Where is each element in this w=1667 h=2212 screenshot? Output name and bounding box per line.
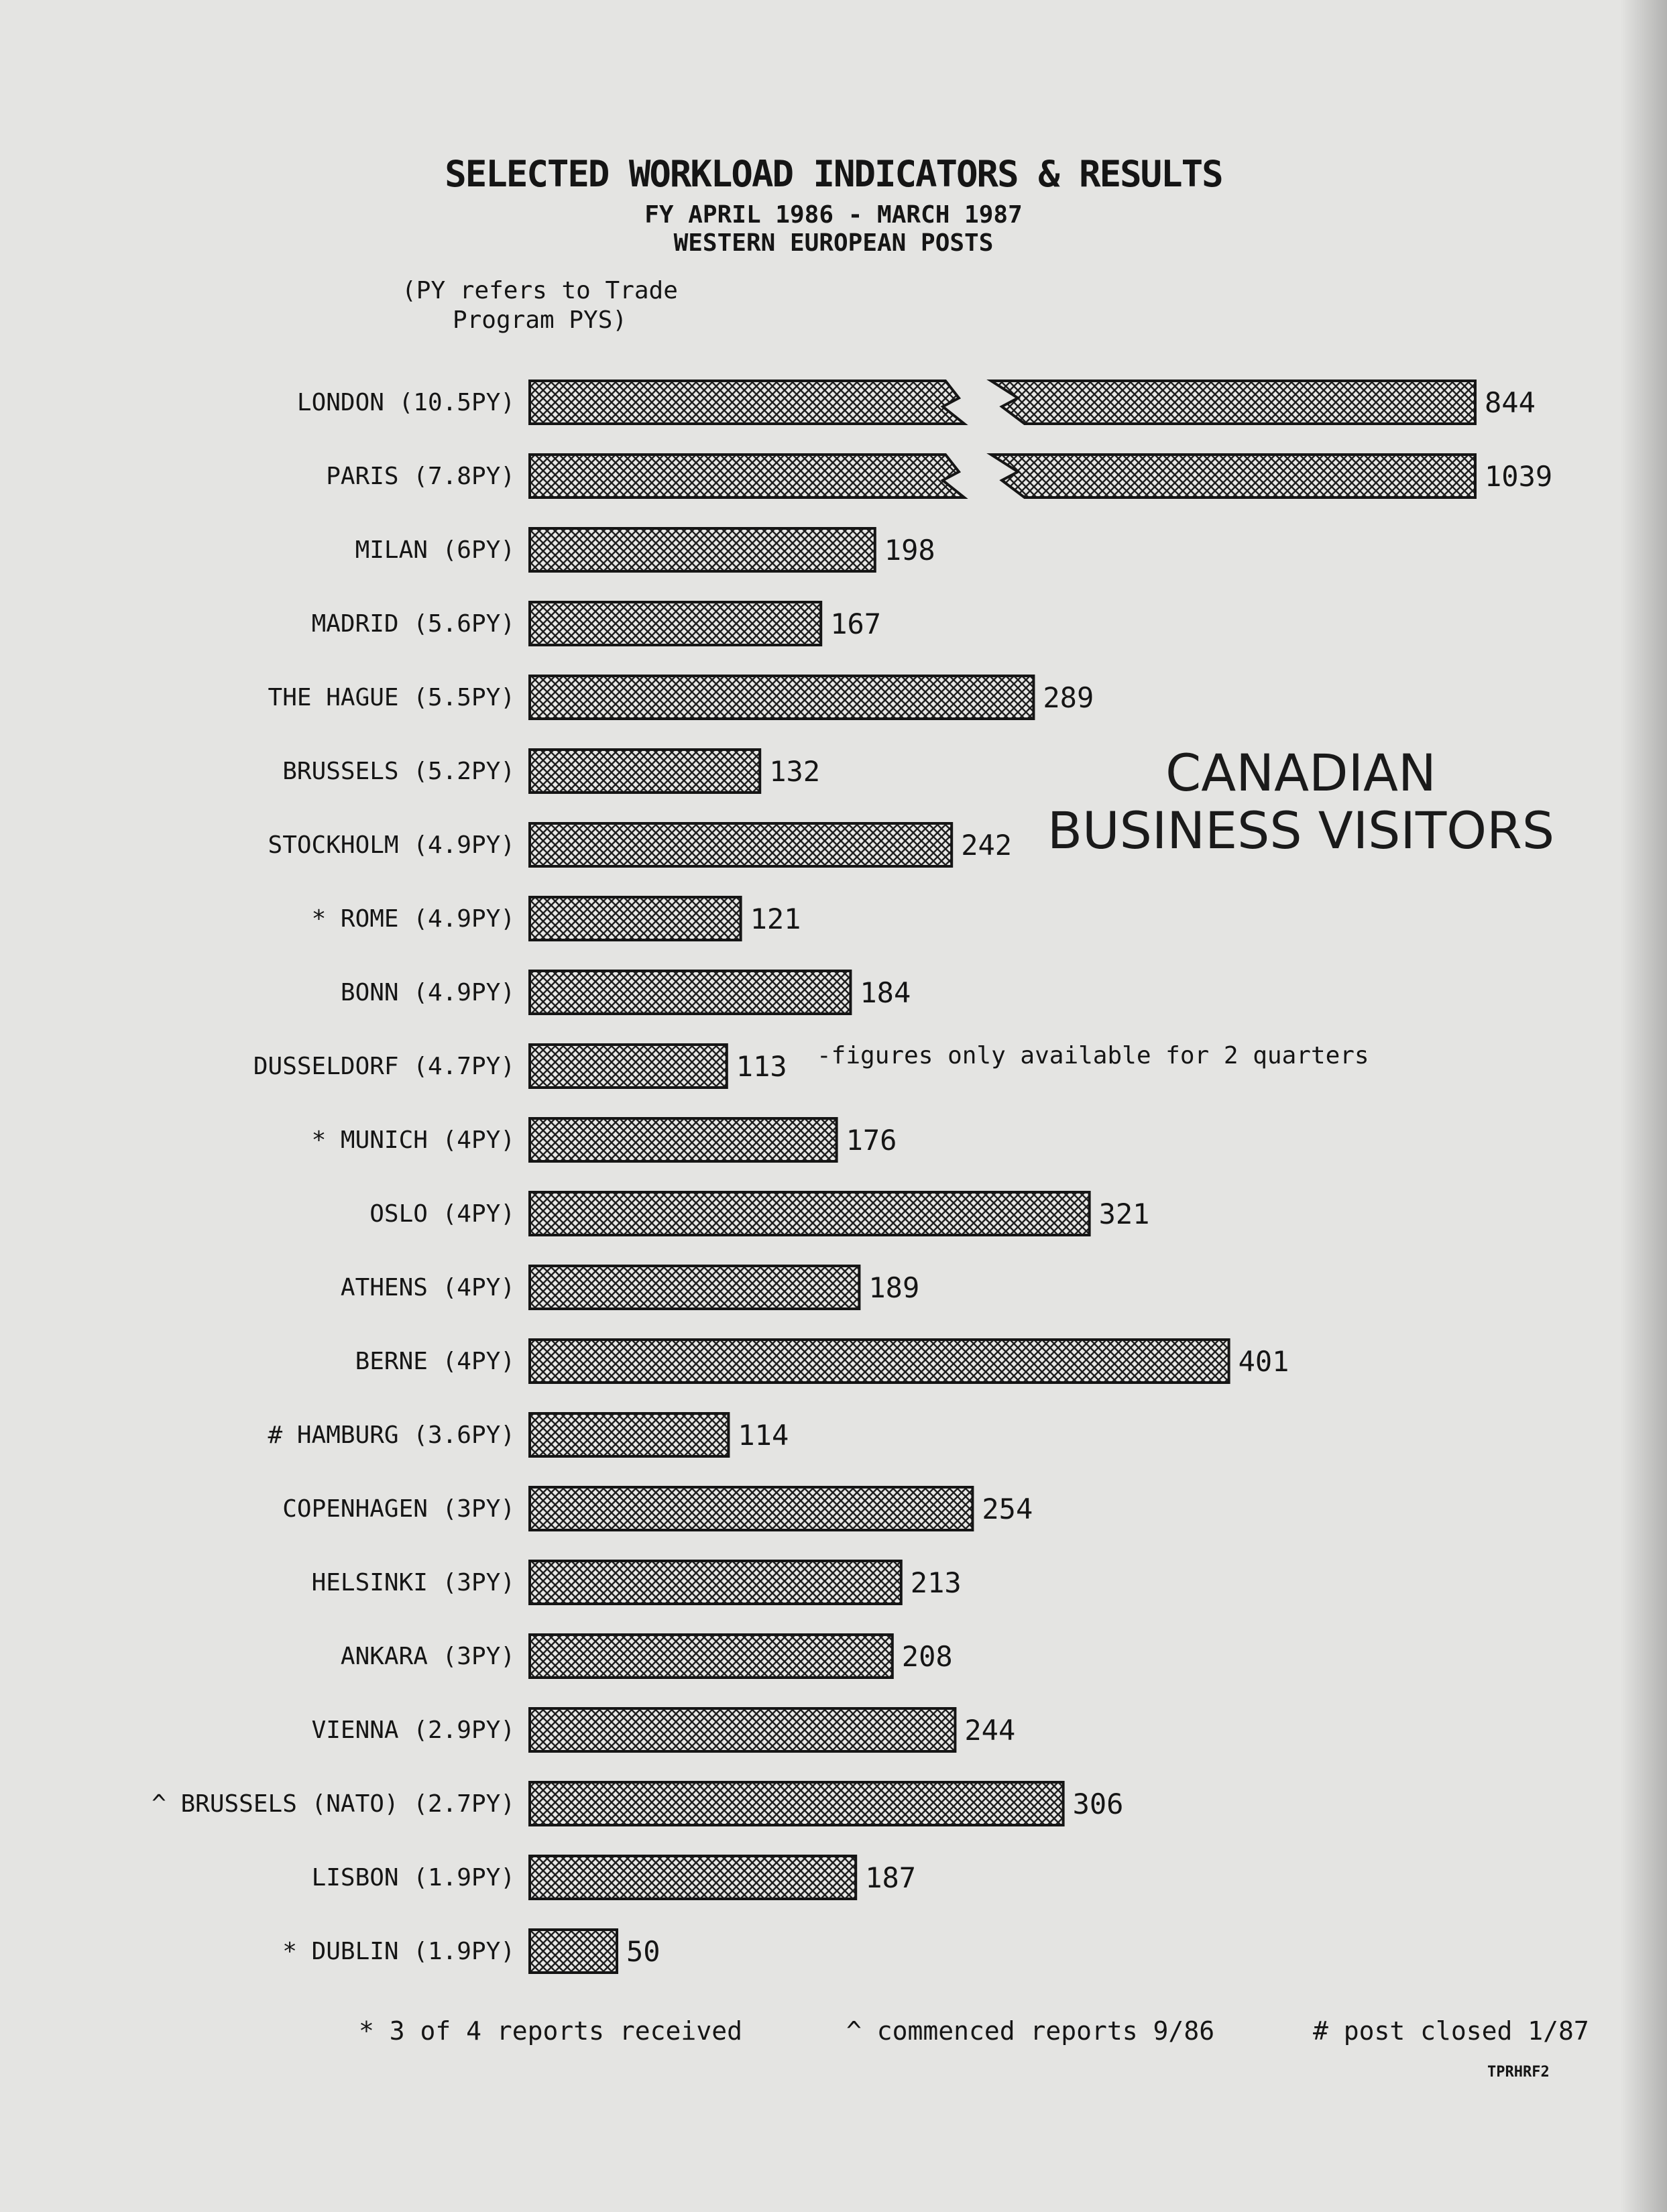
category-label: ANKARA (3PY) <box>340 1643 515 1670</box>
bar-segment <box>530 455 964 498</box>
category-label: COPENHAGEN (3PY) <box>282 1495 515 1523</box>
value-label: 306 <box>1072 1788 1124 1820</box>
footnote-star: * 3 of 4 reports received <box>359 2016 742 2046</box>
value-label: 113 <box>736 1050 787 1083</box>
reference-code: TPRHRF2 <box>1487 2064 1550 2081</box>
bar <box>530 528 875 571</box>
value-label: 198 <box>884 534 935 567</box>
bar <box>530 1856 856 1899</box>
value-label: 121 <box>750 903 801 935</box>
value-label: 213 <box>910 1566 962 1599</box>
category-label: HELSINKI (3PY) <box>311 1569 515 1596</box>
bar <box>530 1635 893 1678</box>
footnote-hash: # post closed 1/87 <box>1313 2016 1589 2046</box>
value-label: 167 <box>830 607 882 640</box>
value-label: 189 <box>868 1271 920 1304</box>
bar-segment <box>991 455 1475 498</box>
bar <box>530 1413 728 1456</box>
value-label: 132 <box>769 755 821 788</box>
value-label: 401 <box>1238 1345 1289 1378</box>
category-label: ATHENS (4PY) <box>340 1274 515 1301</box>
bar <box>530 1118 837 1161</box>
category-label: # HAMBURG (3.6PY) <box>268 1421 515 1449</box>
bar <box>530 823 952 866</box>
category-label: LONDON (10.5PY) <box>296 389 515 416</box>
value-label: 184 <box>860 976 911 1009</box>
value-label: 187 <box>865 1861 917 1894</box>
category-label: THE HAGUE (5.5PY) <box>268 684 515 711</box>
bar <box>530 1045 727 1088</box>
category-label: MILAN (6PY) <box>355 536 515 564</box>
category-label: BERNE (4PY) <box>355 1348 515 1375</box>
value-label: 1039 <box>1485 460 1553 493</box>
category-label: * MUNICH (4PY) <box>311 1126 515 1154</box>
footnote-caret: ^ commenced reports 9/86 <box>846 2016 1215 2046</box>
series-label: CANADIAN BUSINESS VISITORS <box>1047 743 1555 860</box>
bar-segment <box>991 381 1475 424</box>
category-label: LISBON (1.9PY) <box>311 1864 515 1891</box>
bar <box>530 1782 1064 1825</box>
value-label: 176 <box>846 1124 897 1157</box>
bar <box>530 1266 859 1309</box>
bar <box>530 676 1033 719</box>
value-label: 844 <box>1485 386 1536 419</box>
bar <box>530 1340 1229 1383</box>
value-label: 321 <box>1098 1198 1150 1230</box>
bar <box>530 602 821 645</box>
bar <box>530 1192 1090 1235</box>
bar <box>530 971 850 1014</box>
bar <box>530 750 760 793</box>
chart-subtitle-region: WESTERN EUROPEAN POSTS <box>673 229 994 257</box>
chart-title: SELECTED WORKLOAD INDICATORS & RESULTS <box>445 153 1222 195</box>
category-label: PARIS (7.8PY) <box>326 463 515 490</box>
bar <box>530 1487 972 1530</box>
chart-subtitle: FY APRIL 1986 - MARCH 1987 <box>644 201 1023 229</box>
value-label: 242 <box>961 829 1013 862</box>
category-label: OSLO (4PY) <box>369 1200 515 1228</box>
category-label: STOCKHOLM (4.9PY) <box>268 831 515 859</box>
category-label: DUSSELDORF (4.7PY) <box>253 1053 515 1080</box>
bars-layer <box>152 381 1552 1973</box>
value-label: 244 <box>964 1714 1016 1747</box>
value-label: 50 <box>626 1935 660 1968</box>
bar-segment <box>530 381 964 424</box>
bar <box>530 1561 901 1604</box>
category-label: MADRID (5.6PY) <box>311 610 515 638</box>
category-label: BONN (4.9PY) <box>340 979 515 1006</box>
value-label: 289 <box>1043 681 1094 714</box>
category-label: * DUBLIN (1.9PY) <box>282 1938 515 1965</box>
bar <box>530 1930 617 1973</box>
category-label: ^ BRUSSELS (NATO) (2.7PY) <box>152 1790 515 1818</box>
category-label: VIENNA (2.9PY) <box>311 1716 515 1744</box>
bar <box>530 1708 955 1751</box>
bar <box>530 897 741 940</box>
dusseldorf-annotation: -figures only available for 2 quarters <box>817 1042 1369 1069</box>
py-note: (PY refers to Trade Program PYS) <box>402 277 678 334</box>
category-label: * ROME (4.9PY) <box>311 905 515 933</box>
category-label: BRUSSELS (5.2PY) <box>282 758 515 785</box>
value-label: 208 <box>901 1640 953 1673</box>
value-label: 114 <box>738 1419 789 1452</box>
page-edge-shadow <box>1620 0 1667 2212</box>
value-label: 254 <box>982 1493 1033 1525</box>
